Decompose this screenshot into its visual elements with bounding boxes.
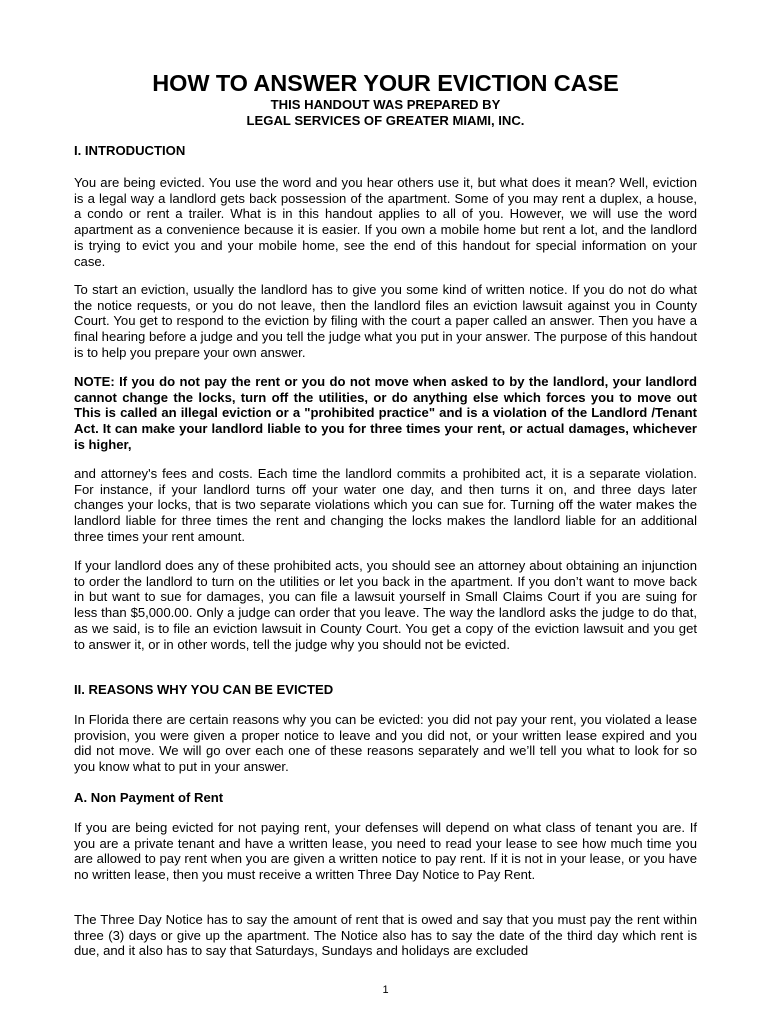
nonpay-paragraph-2: The Three Day Notice has to say the amount of rent that is owed and say that you must pay the rent within three (3) days or give up the apartment. The Notice also has to say the date of the third day which rent is due, and it also has to say that Saturdays, Sundays and holidays are excluded — [74, 912, 697, 959]
section-heading-introduction: I. INTRODUCTION — [74, 143, 186, 158]
subtitle-organization: LEGAL SERVICES OF GREATER MIAMI, INC. — [246, 113, 525, 128]
intro-paragraph-3: and attorney's fees and costs. Each time the landlord commits a prohibited act, it is a separate violation. For instance, if your landlord turns off your water one day, and then turns it on, and three days later changes your locks, that is two separate violations which you can sue for. Turning off the water makes the landlord liable for three times the rent and changing the locks makes the landlord liable for an additional three times your rent amount. — [74, 466, 697, 544]
subsection-heading-non-payment: A. Non Payment of Rent — [74, 790, 224, 805]
intro-paragraph-1: You are being evicted. You use the word and you hear others use it, but what does it mean? Well, eviction is a legal way a landlord gets back possession of the apartment. Some of you may rent a duplex, a house, a condo or rent a trailer. What is in this handout applies to all of you. However, we will use the word apartment as a convenience because it is easier. If you own a mobile home but rent a lot, and the landlord is trying to evict you and your mobile home, see the end of this handout for special information on your case. — [74, 175, 697, 269]
intro-paragraph-4: If your landlord does any of these prohibited acts, you should see an attorney about obtaining an injunction to order the landlord to turn on the utilities or let you back in the apartment. If you don’t want to move back in but want to sue for damages, you can file a lawsuit yourself in Small Claims Court if you are suing for less than $5,000.00. Only a judge can order that you leave. The way the landlord asks the judge to do that, as we said, is to file an eviction lawsuit in County Court. You get a copy of the eviction lawsuit and you get to answer it, or in other words, tell the judge why you should not be evicted. — [74, 558, 697, 652]
reasons-paragraph-1: In Florida there are certain reasons why you can be evicted: you did not pay your rent, you violated a lease provision, you were given a proper notice to leave and you did not, or your written lease expired and you did not move. We will go over each one of these reasons separately and we’ll tell you what to look for so you know what to put in your answer. — [74, 712, 697, 775]
page-number: 1 — [382, 984, 389, 996]
document-title: HOW TO ANSWER YOUR EVICTION CASE — [152, 70, 619, 96]
note-paragraph: NOTE: If you do not pay the rent or you do not move when asked to by the landlord, your landlord cannot change the locks, turn off the utilities, or do anything else which forces you to move out This is called an illegal eviction or a "prohibited practice" and is a violation of the Landlord /Tenant Act. It can make your landlord liable to you for three times your rent, or actual damages, whichever is higher, — [74, 374, 697, 452]
nonpay-paragraph-1: If you are being evicted for not paying rent, your defenses will depend on what class of tenant you are. If you are a private tenant and have a written lease, you need to read your lease to see how much time you are allowed to pay rent when you are given a written notice to pay rent. If it is not in your lease, or you have no written lease, then you must receive a written Three Day Notice to Pay Rent. — [74, 820, 697, 883]
section-heading-reasons: II. REASONS WHY YOU CAN BE EVICTED — [74, 682, 334, 697]
intro-paragraph-2: To start an eviction, usually the landlord has to give you some kind of written notice. If you do not do what the notice requests, or you do not leave, then the landlord files an eviction lawsuit against you in County Court. You get to respond to the eviction by filing with the court a paper called an answer. Then you have a final hearing before a judge and you tell the judge what you put in your answer. The purpose of this handout is to help you prepare your own answer. — [74, 282, 697, 360]
subtitle-prepared-by: THIS HANDOUT WAS PREPARED BY — [270, 97, 501, 112]
